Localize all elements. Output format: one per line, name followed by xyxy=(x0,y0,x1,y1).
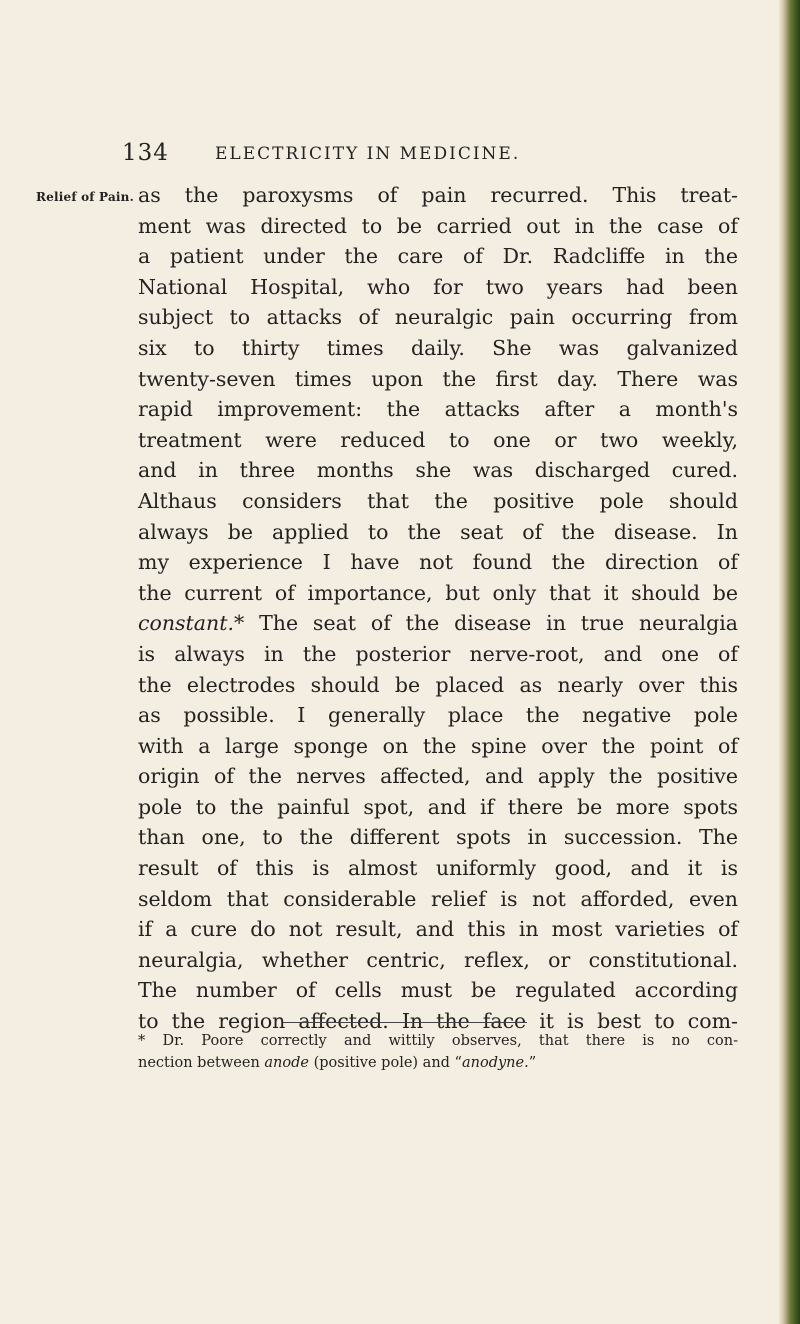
text-line: a patient under the care of Dr. Radcliffe in the xyxy=(138,244,738,269)
running-title: ELECTRICITY IN MEDICINE. xyxy=(215,144,521,164)
text-line: pole to the painful spot, and if there be more spots xyxy=(138,794,738,819)
text-line: to the region affected. In the face it is best to com- xyxy=(138,1009,738,1034)
text-line: The number of cells must be regulated according xyxy=(138,978,738,1003)
text-line: National Hospital, who for two years had been xyxy=(138,274,738,299)
text-run: ” xyxy=(528,1055,537,1071)
text-line xyxy=(138,608,738,639)
text-run: nection between xyxy=(138,1055,265,1071)
text-run: (positive pole) and “ xyxy=(308,1055,462,1071)
margin-note: Relief of Pain. xyxy=(36,190,134,204)
text-line: my experience I have not found the direction of xyxy=(138,550,738,575)
footnote-rule xyxy=(283,1022,527,1023)
text-line: origin of the nerves affected, and apply the positive xyxy=(138,764,738,789)
text-line: as the paroxysms of pain recurred. This treat- xyxy=(138,183,738,207)
text-line: the electrodes should be placed as nearly over this xyxy=(138,672,738,697)
text-line: as possible. I generally place the negative pole xyxy=(138,703,738,728)
text-line: neuralgia, whether centric, reflex, or constitutional. xyxy=(138,947,738,972)
italic-word: anodyne. xyxy=(461,1055,529,1071)
page-header xyxy=(0,140,780,168)
text-line: with a large sponge on the spine over the point of xyxy=(138,733,738,758)
body-text xyxy=(138,180,738,1037)
text-line: always be applied to the seat of the disease. In xyxy=(138,519,738,544)
text-line: if a cure do not result, and this in most varieties of xyxy=(138,917,738,942)
text-line: subject to attacks of neuralgic pain occurring from xyxy=(138,305,738,330)
text-line: ment was directed to be carried out in the case of xyxy=(138,213,738,238)
text-line: seldom that considerable relief is not afforded, even xyxy=(138,886,738,911)
text-line: the current of importance, but only that it should be xyxy=(138,580,738,605)
page-edge-shadow xyxy=(778,0,800,1324)
text-line: Althaus considers that the positive pole should xyxy=(138,488,738,513)
text-line: is always in the posterior nerve-root, and one of xyxy=(138,641,738,666)
text-line: than one, to the different spots in succession. The xyxy=(138,825,738,850)
italic-word: constant.* xyxy=(138,611,245,636)
text-line: six to thirty times daily. She was galvanized xyxy=(138,335,738,360)
footnote xyxy=(138,1030,738,1074)
text-run: The seat of the disease in true neuralgia xyxy=(244,611,738,636)
text-line: treatment were reduced to one or two weekly, xyxy=(138,427,738,452)
text-line: result of this is almost uniformly good, and it is xyxy=(138,856,738,881)
text-line: and in three months she was discharged cured. xyxy=(138,458,738,483)
text-line: twenty-seven times upon the first day. There was xyxy=(138,366,738,391)
footnote-line xyxy=(138,1052,738,1074)
footnote-line: * Dr. Poore correctly and wittily observes, that there is no con- xyxy=(138,1033,738,1049)
text-line: rapid improvement: the attacks after a month's xyxy=(138,397,738,422)
italic-word: anode xyxy=(264,1055,309,1071)
page-number: 134 xyxy=(122,140,169,166)
